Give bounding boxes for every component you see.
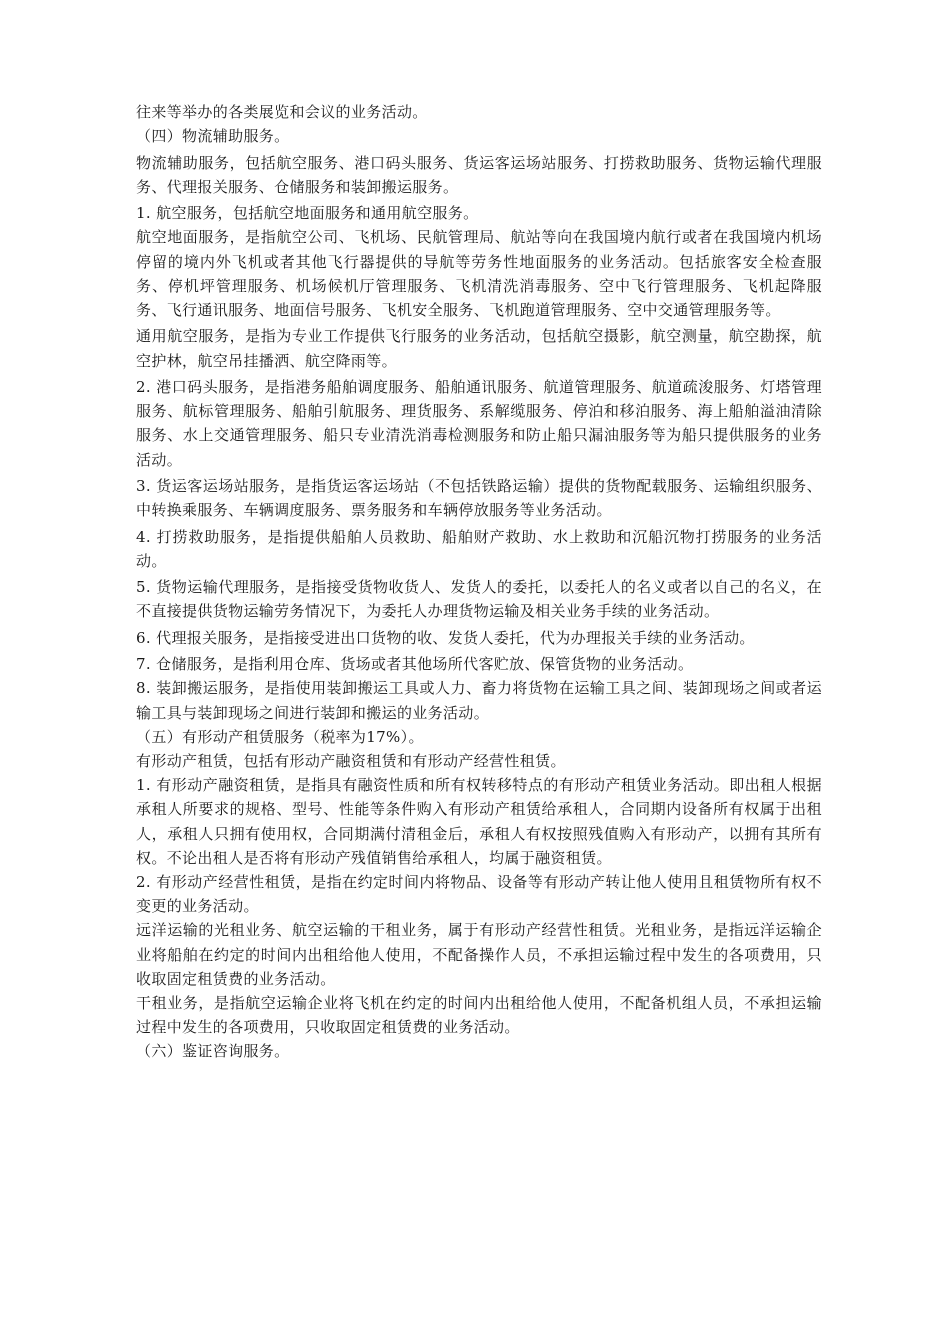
- item-freight-agency-services: 5. 货物运输代理服务，是指接受货物收货人、发货人的委托，以委托人的名义或者以自己的名义，在不直接提供货物运输劳务情况下，为委托人办理货物运输及相关业务手续的业务活动。: [136, 578, 822, 621]
- paragraph-leasing-definition: 有形动产租赁，包括有形动产融资租赁和有形动产经营性租赁。: [136, 751, 566, 770]
- section-heading-consulting: （六）鉴证咨询服务。: [136, 1042, 290, 1061]
- item-finance-leasing: 1. 有形动产融资租赁，是指具有融资性质和所有权转移特点的有形动产租赁业务活动。即出租人根据承租人所要求的规格、型号、性能等条件购入有形动产租赁给承租人，合同期内设备所有权属于出租人，承租人只拥有使用权，合同期满付清租金后，承租人有权按照残值购入有形动产，以拥有其所有权。不论出租人是否将有形动产残值销售给承租人，均属于融资租赁。: [136, 776, 822, 867]
- item-customs-agency-services: 6. 代理报关服务，是指接受进出口货物的收、发货人委托，代为办理报关手续的业务活动。: [136, 628, 755, 647]
- paragraph-logistics-definition: 物流辅助服务，包括航空服务、港口码头服务、货运客运场站服务、打捞救助服务、货物运输代理服务、代理报关服务、仓储服务和装卸搬运服务。: [136, 153, 822, 196]
- item-operating-leasing: 2. 有形动产经营性租赁，是指在约定时间内将物品、设备等有形动产转让他人使用且租赁物所有权不变更的业务活动。: [136, 872, 822, 916]
- document-page: [136, 100, 822, 1064]
- paragraph-dry-lease: 干租业务，是指航空运输企业将飞机在约定的时间内出租给他人使用，不配备机组人员，不承担运输过程中发生的各项费用，只收取固定租赁费的业务活动。: [136, 994, 822, 1037]
- paragraph-aviation-ground-services: 航空地面服务，是指航空公司、飞机场、民航管理局、航站等向在我国境内航行或者在我国境内机场停留的境内外飞机或者其他飞行器提供的导航等劳务性地面服务的业务活动。包括旅客安全检查服务、停机坪管理服务、机场候机厅管理服务、飞机清洗消毒服务、空中飞行管理服务、飞机起降服务、飞行通讯服务、地面信号服务、飞机安全服务、飞机跑道管理服务、空中交通管理服务等。: [136, 228, 822, 319]
- paragraph-general-aviation: 通用航空服务，是指为专业工作提供飞行服务的业务活动，包括航空摄影，航空测量，航空勘探，航空护林，航空吊挂播洒、航空降雨等。: [136, 327, 822, 370]
- item-salvage-services: 4. 打捞救助服务，是指提供船舶人员救助、船舶财产救助、水上救助和沉船沉物打捞服务的业务活动。: [136, 527, 822, 570]
- section-heading-logistics: （四）物流辅助服务。: [136, 127, 290, 146]
- item-port-services: 2. 港口码头服务，是指港务船舶调度服务、船舶通讯服务、航道管理服务、航道疏浚服务、灯塔管理服务、航标管理服务、船舶引航服务、理货服务、系解缆服务、停泊和移泊服务、海上船舶溢油清除服务、水上交通管理服务、船只专业清洗消毒检测服务和防止船只漏油服务等为船只提供服务的业务活动。: [136, 377, 822, 469]
- item-warehousing-services: 7. 仓储服务，是指利用仓库、货场或者其他场所代客贮放、保管货物的业务活动。: [136, 655, 694, 674]
- item-loading-services: 8. 装卸搬运服务，是指使用装卸搬运工具或人力、畜力将货物在运输工具之间、装卸现场之间或者运输工具与装卸现场之间进行装卸和搬运的业务活动。: [136, 679, 822, 722]
- item-freight-station-services: 3. 货运客运场站服务，是指货运客运场站（不包括铁路运输）提供的货物配载服务、运输组织服务、中转换乘服务、车辆调度服务、票务服务和车辆停放服务等业务活动。: [136, 476, 822, 520]
- item-aviation-services: 1. 航空服务，包括航空地面服务和通用航空服务。: [136, 204, 479, 223]
- section-heading-leasing: （五）有形动产租赁服务（税率为17%）。: [136, 727, 424, 746]
- paragraph-bareboat-charter: 远洋运输的光租业务、航空运输的干租业务，属于有形动产经营性租赁。光租业务，是指远洋运输企业将船舶在约定的时间内出租给他人使用，不配备操作人员，不承担运输过程中发生的各项费用，只收取固定租赁费的业务活动。: [136, 921, 822, 988]
- paragraph-exhibition-continuation: 往来等举办的各类展览和会议的业务活动。: [136, 103, 428, 121]
